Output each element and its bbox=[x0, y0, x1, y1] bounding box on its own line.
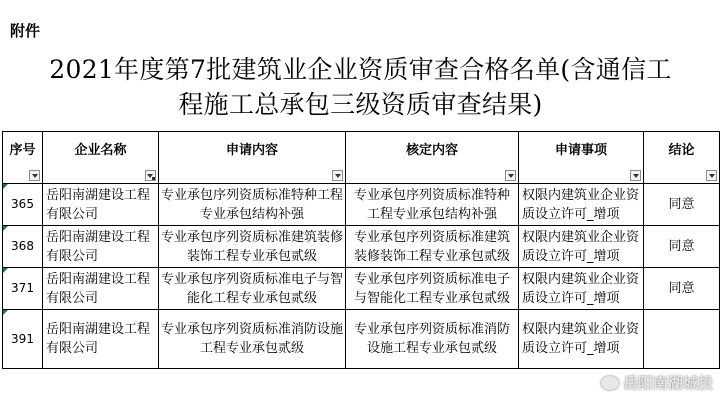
matter-cell[interactable]: 权限内建筑业企业资质设立许可_增项 bbox=[519, 226, 644, 268]
conclusion-cell[interactable] bbox=[644, 310, 720, 369]
filter-dropdown-icon[interactable] bbox=[630, 170, 641, 181]
document-title bbox=[0, 52, 721, 122]
header-cell-company: 企业名称 bbox=[43, 132, 159, 184]
company-cell[interactable]: 岳阳南湖建设工程有限公司 bbox=[43, 310, 159, 369]
filter-dropdown-icon[interactable] bbox=[706, 170, 717, 181]
table-row bbox=[3, 184, 720, 226]
approved-cell[interactable]: 专业承包序列资质标准建筑装修装饰工程专业承包贰级 bbox=[346, 226, 519, 268]
approved-cell[interactable]: 专业承包序列资质标准特种工程专业承包结构补强 bbox=[346, 184, 519, 226]
cell-marker-icon bbox=[3, 310, 8, 315]
header-cell-conclusion: 结论 bbox=[644, 132, 720, 184]
cell-marker-icon bbox=[3, 184, 8, 189]
company-cell[interactable]: 岳阳南湖建设工程有限公司 bbox=[43, 268, 159, 310]
approved-cell[interactable]: 专业承包序列资质标准消防设施工程专业承包贰级 bbox=[346, 310, 519, 369]
table-row bbox=[3, 310, 720, 369]
row-number[interactable]: 371 bbox=[3, 268, 43, 310]
conclusion-cell[interactable]: 同意 bbox=[644, 268, 720, 310]
filter-dropdown-icon[interactable] bbox=[505, 170, 516, 181]
applied-cell[interactable]: 专业承包序列资质标准消防设施工程专业承包贰级 bbox=[159, 310, 346, 369]
table-header-row bbox=[3, 132, 720, 184]
header-cell-matter: 申请事项 bbox=[519, 132, 644, 184]
matter-cell[interactable]: 权限内建筑业企业资质设立许可_增项 bbox=[519, 184, 644, 226]
header-cell-approved: 核定内容 bbox=[346, 132, 519, 184]
watermark: 岳阳南湖城投 bbox=[601, 372, 713, 393]
table-row bbox=[3, 268, 720, 310]
company-cell[interactable]: 岳阳南湖建设工程有限公司 bbox=[43, 184, 159, 226]
matter-cell[interactable]: 权限内建筑业企业资质设立许可_增项 bbox=[519, 268, 644, 310]
company-cell[interactable]: 岳阳南湖建设工程有限公司 bbox=[43, 226, 159, 268]
table-row bbox=[3, 226, 720, 268]
applied-cell[interactable]: 专业承包序列资质标准电子与智能化工程专业承包贰级 bbox=[159, 268, 346, 310]
attachment-label: 附件 bbox=[10, 22, 41, 40]
title-line-1: 2021年度第7批建筑业企业资质审查合格名单(含通信工 bbox=[49, 55, 672, 84]
filter-dropdown-icon[interactable] bbox=[29, 170, 40, 181]
approved-cell[interactable]: 专业承包序列资质标准电子与智能化工程专业承包贰级 bbox=[346, 268, 519, 310]
row-number[interactable]: 365 bbox=[3, 184, 43, 226]
row-number[interactable]: 368 bbox=[3, 226, 43, 268]
applied-cell[interactable]: 专业承包序列资质标准特种工程专业承包结构补强 bbox=[159, 184, 346, 226]
header-cell-no: 序号 bbox=[3, 132, 43, 184]
matter-cell[interactable]: 权限内建筑业企业资质设立许可_增项 bbox=[519, 310, 644, 369]
filter-dropdown-icon[interactable] bbox=[332, 170, 343, 181]
title-line-2: 程施工总承包三级资质审查结果) bbox=[178, 90, 543, 119]
cell-marker-icon bbox=[3, 268, 8, 273]
cell-marker-icon bbox=[3, 226, 8, 231]
header-cell-applied: 申请内容 bbox=[159, 132, 346, 184]
applied-cell[interactable]: 专业承包序列资质标准建筑装修装饰工程专业承包贰级 bbox=[159, 226, 346, 268]
wechat-icon bbox=[601, 376, 619, 390]
conclusion-cell[interactable]: 同意 bbox=[644, 226, 720, 268]
filter-active-icon[interactable] bbox=[145, 170, 156, 181]
qualification-table bbox=[2, 131, 720, 369]
row-number[interactable]: 391 bbox=[3, 310, 43, 369]
conclusion-cell[interactable]: 同意 bbox=[644, 184, 720, 226]
